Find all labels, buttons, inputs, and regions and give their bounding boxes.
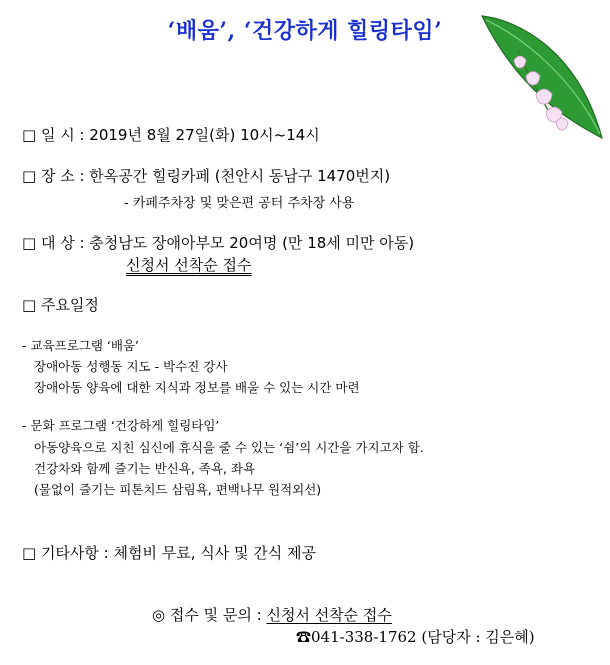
target-note: 신청서 선착순 접수 (126, 256, 252, 274)
page-title: ‘배움’, ‘건강하게 힐링타임’ (167, 18, 443, 44)
date-row (22, 124, 320, 145)
misc-value: 체험비 무료, 식사 및 간식 제공 (113, 544, 317, 562)
misc-label: □ 기타사항 : (22, 544, 109, 562)
program1-line1: 장애아동 성행동 지도 - 박수진 강사 (34, 359, 228, 374)
program2-line2: 건강차와 함께 즐기는 반신욕, 족욕, 좌욕 (34, 461, 256, 476)
contact-value: 신청서 선착순 접수 (266, 606, 392, 624)
place-note: - 카페주차장 및 맞은편 공터 주차장 사용 (124, 196, 355, 211)
contact-label: ◎ 접수 및 문의 : (152, 606, 262, 624)
contact-row (152, 604, 392, 625)
program1-line2: 장애아동 양육에 대한 지식과 정보를 배울 수 있는 시간 마련 (34, 380, 360, 395)
manager-name: (담당자 : 김은혜) (421, 628, 535, 646)
place-row (22, 165, 390, 186)
misc-row (22, 542, 316, 563)
program2-line1: 아동양육으로 지친 심신에 휴식을 줄 수 있는 ‘쉼’의 시간을 가지고자 함. (34, 440, 424, 455)
date-value: 2019년 8월 27일(화) 10시~14시 (89, 126, 320, 144)
target-value: 충청남도 장애아부모 20여명 (만 18세 미만 아동) (89, 234, 415, 252)
place-label: □ 장 소 : (22, 167, 85, 185)
program2-title: - 문화 프로그램 ‘건강하게 힐링타임’ (22, 418, 220, 433)
phone-row (296, 626, 535, 647)
date-label: □ 일 시 : (22, 126, 85, 144)
schedule-heading: □ 주요일정 (22, 296, 99, 314)
phone-icon: ☎ (296, 628, 312, 646)
program1-title: - 교육프로그램 ‘배움’ (22, 338, 140, 353)
lily-of-the-valley-illustration (478, 10, 604, 142)
phone-number: 041-338-1762 (311, 628, 417, 646)
target-row (22, 232, 414, 253)
target-label: □ 대 상 : (22, 234, 85, 252)
program2-line3: (물없이 즐기는 피톤치드 삼림욕, 편백나무 원적외선) (34, 482, 322, 497)
place-value: 한옥공간 힐링카페 (천안시 동남구 1470번지) (89, 167, 391, 185)
